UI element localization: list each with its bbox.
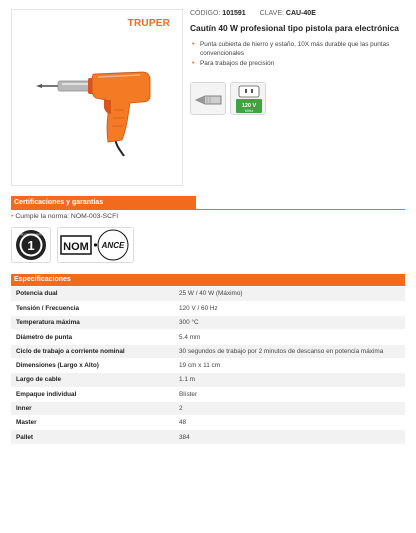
feature-item: [190, 40, 414, 58]
spec-label: Ciclo de trabajo a corriente nominal: [11, 344, 174, 358]
feature-item: [190, 59, 414, 68]
feature-text: Para trabajos de precisión: [200, 60, 275, 67]
soldering-tip-icon: [190, 82, 226, 115]
spec-value: 30 segundos de trabajo por 2 minutos de descanso en potencia máxima: [174, 344, 405, 358]
guarantee-badge: [11, 227, 51, 263]
voltage-text: 120 V: [241, 103, 257, 109]
table-row: [11, 344, 405, 358]
table-row: [11, 387, 405, 401]
spec-label: Largo de cable: [11, 373, 174, 387]
spec-label: Empaque individual: [11, 387, 174, 401]
brand-logo: TRUPER: [127, 18, 170, 29]
spec-value: 300 °C: [174, 316, 405, 330]
bullet-icon: •: [192, 60, 195, 67]
table-row: [11, 330, 405, 344]
spec-label: Inner: [11, 401, 174, 415]
certifications-heading: Certificaciones y garantías: [11, 196, 196, 209]
spec-value: 2: [174, 401, 405, 415]
feature-text: Punta cubierta de hierro y estaño, 10X más durable que las puntas convencionales: [200, 41, 390, 57]
nom-ance-logos: [57, 227, 134, 263]
feature-icons: [190, 82, 266, 115]
frequency-text: 60Hz: [244, 109, 254, 113]
spec-value: 384: [174, 430, 405, 444]
table-row: [11, 358, 405, 372]
spec-label: Diámetro de punta: [11, 330, 174, 344]
table-row: [11, 430, 405, 444]
spec-label: Temperatura máxima: [11, 316, 174, 330]
spec-value: 5.4 mm: [174, 330, 405, 344]
guarantee-seal-icon: [14, 228, 48, 262]
code-label: CÓDIGO:: [190, 10, 221, 17]
norm-compliance: [11, 213, 118, 220]
clave-label: CLAVE:: [259, 10, 284, 17]
guarantee-text: AÑO DE GARANTÍA: [19, 233, 43, 237]
clave-value: CAU-40E: [285, 10, 316, 17]
product-title: Cautín 40 W profesional tipo pistola para electrónica: [190, 23, 399, 33]
spec-value: 48: [174, 416, 405, 430]
spec-label: Potencia dual: [11, 287, 174, 301]
nom-logo: NOM: [63, 241, 89, 253]
table-row: [11, 401, 405, 415]
spec-value: 19 cm x 11 cm: [174, 358, 405, 372]
ance-logo: ANCE: [101, 241, 125, 250]
specifications-heading: Especificaciones: [11, 274, 405, 286]
spec-value: 120 V / 60 Hz: [174, 301, 405, 315]
spec-label: Tensión / Frecuencia: [11, 301, 174, 315]
bullet-icon: •: [192, 41, 195, 48]
spec-value: 25 W / 40 W (Máximo): [174, 287, 405, 301]
product-image-frame: [11, 9, 183, 186]
table-row: [11, 287, 405, 301]
code-value: 101591: [222, 10, 246, 17]
feature-list: [190, 40, 414, 68]
spec-label: Master: [11, 416, 174, 430]
soldering-gun-image: [12, 10, 184, 187]
spec-label: Pallet: [11, 430, 174, 444]
spec-value: Blíster: [174, 387, 405, 401]
norm-text: Cumple la norma: NOM-003-SCFI: [15, 213, 119, 220]
spec-label: Dimensiones (Largo x Alto): [11, 358, 174, 372]
bullet-icon: •: [11, 213, 14, 220]
table-row: [11, 316, 405, 330]
table-row: [11, 416, 405, 430]
guarantee-years: 1: [27, 238, 35, 253]
spec-value: 1.1 m: [174, 373, 405, 387]
section-divider: [11, 209, 405, 210]
power-120v-icon: [230, 82, 266, 115]
table-row: [11, 301, 405, 315]
table-row: [11, 373, 405, 387]
certification-logos: [11, 227, 134, 263]
code-line: [190, 10, 414, 17]
specifications-table: [11, 287, 405, 445]
product-info: [190, 10, 414, 69]
